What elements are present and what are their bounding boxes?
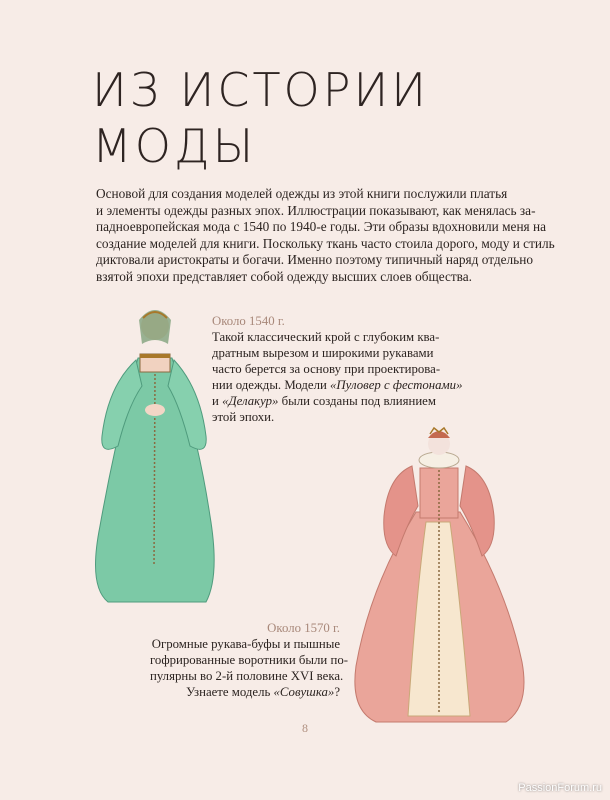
model-name-pullover: «Пуловер с фестонами»	[330, 378, 463, 392]
caption-1570-line: Огромные рукава-буфы и пышные	[151, 637, 340, 651]
caption-1540-line-5	[212, 393, 462, 409]
caption-1570-year: Около 1570 г.	[267, 621, 340, 635]
title-line-2: МОДЫ	[92, 119, 257, 173]
caption-1570-text: Узнаете модель	[186, 685, 274, 699]
pink-dress-illustration	[346, 426, 532, 730]
caption-1540-line: этой эпохи.	[212, 410, 275, 424]
caption-1540	[212, 313, 462, 425]
caption-1540-text: были созданы под влиянием	[278, 394, 436, 408]
page-number: 8	[302, 721, 308, 735]
caption-1540-line: часто берется за основу при проектирова-	[212, 362, 441, 376]
intro-line: диктовали аристократы и богачи. Именно поэтому типичный наряд отдельно	[96, 252, 533, 268]
intro-line: взятой эпохи представляет собой одежду высших слоев общества.	[96, 268, 473, 284]
intro-line: создание моделей для книги. Поскольку ткань часто стоила дорого, моду и стиль	[96, 235, 555, 251]
model-name-delacour: «Делакур»	[222, 394, 279, 408]
green-dress-illustration	[88, 296, 223, 608]
caption-1540-year: Около 1540 г.	[212, 314, 285, 328]
caption-1570-line-4	[150, 684, 340, 700]
intro-paragraph	[96, 186, 555, 286]
intro-line: и элементы одежды разных эпох. Иллюстрации показывают, как менялась за-	[96, 202, 536, 218]
caption-1540-text: нии одежды. Модели	[212, 378, 331, 392]
caption-1570-text: ?	[334, 685, 340, 699]
intro-line: падноевропейская мода с 1540 по 1940-е годы. Эти образы вдохновили меня на	[96, 219, 547, 235]
caption-1540-line-4	[212, 377, 462, 393]
caption-1540-line: Такой классический крой с глубоким ква-	[212, 330, 440, 344]
model-name-owl: «Совушка»	[273, 685, 335, 699]
caption-1570	[150, 620, 348, 700]
watermark: PassionForum.ru	[518, 782, 602, 794]
caption-1540-line: дратным вырезом и широкими рукавами	[212, 346, 434, 360]
caption-1540-text: и	[212, 394, 223, 408]
title-line-1: ИЗ ИСТОРИИ	[92, 63, 429, 117]
page-title	[92, 62, 429, 174]
intro-line: Основой для создания моделей одежды из этой книги послужили платья	[96, 186, 508, 201]
caption-1570-line: пулярны во 2-й половине XVI века.	[150, 669, 344, 683]
caption-1570-line: гофрированные воротники были по-	[150, 653, 348, 667]
